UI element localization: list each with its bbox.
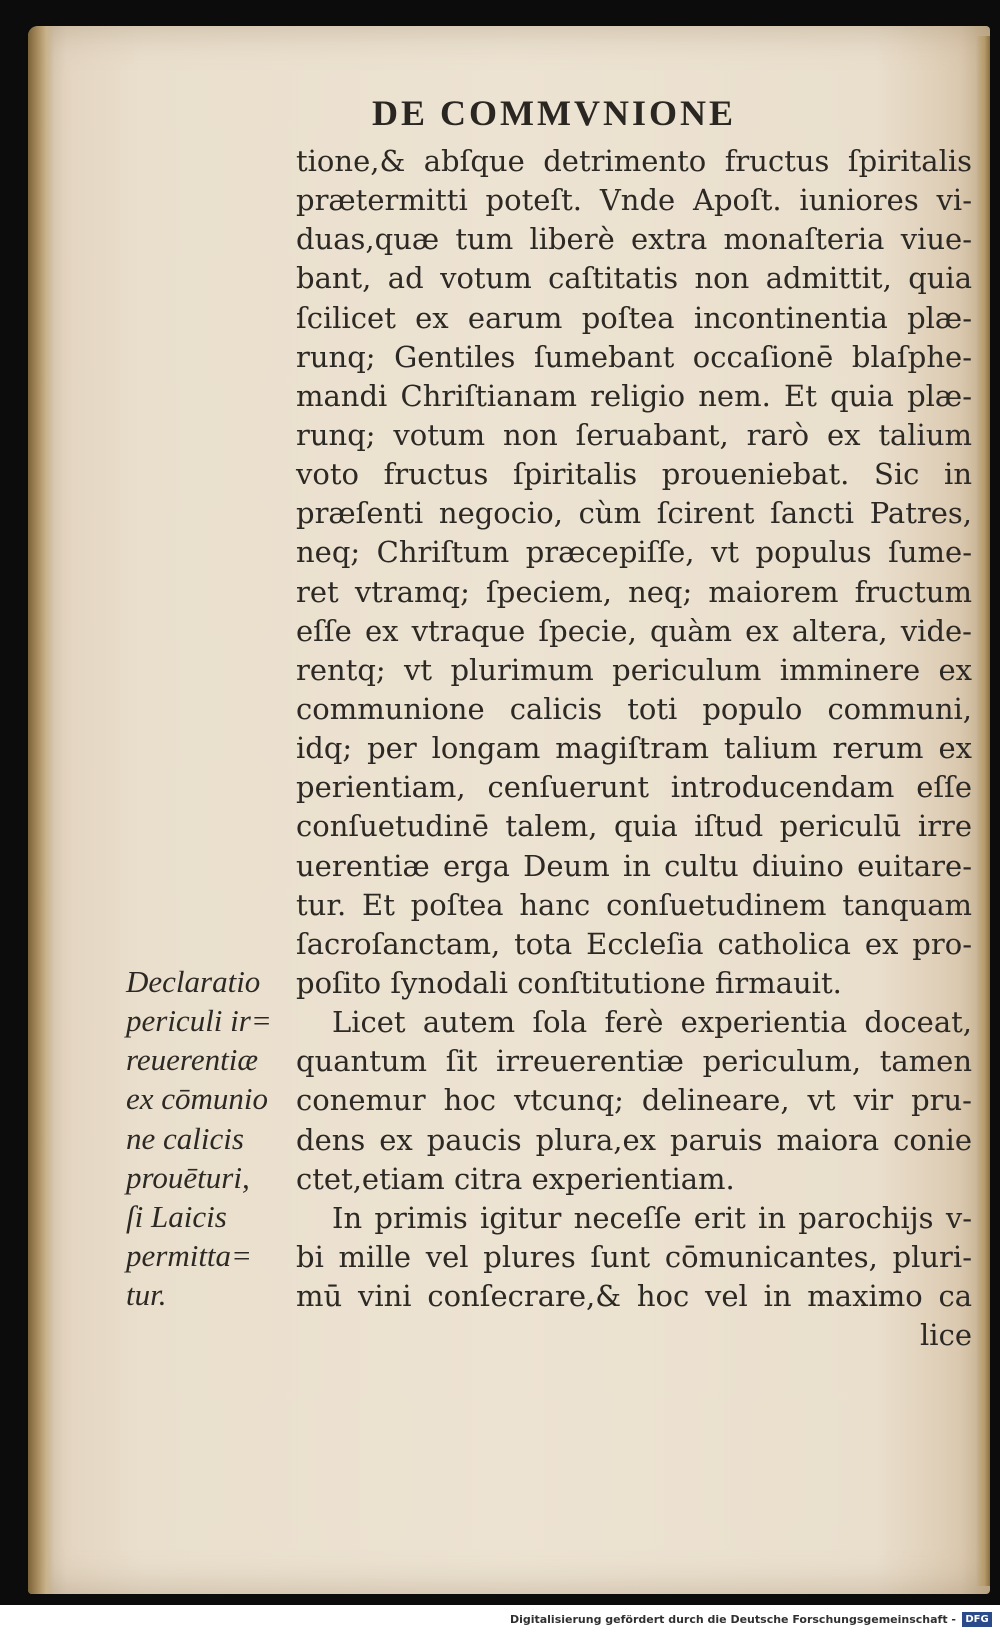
body-line: runq; votum non ſeruabant, rarò ex talium xyxy=(296,417,972,452)
body-line: tione,& abſque detrimento fructus ſpiritalis xyxy=(296,144,972,178)
body-line: conemur hoc vtcunq; delineare, vt vir pru- xyxy=(296,1083,972,1118)
body-line: prætermitti poteſt. Vnde Apoſt. iuniores vi- xyxy=(296,183,972,218)
body-line: ctet,etiam citra experientiam. xyxy=(296,1161,735,1196)
marginal-note-line: ex cōmunio xyxy=(126,1081,269,1117)
body-line: neq; Chriſtum præcepiſſe, vt populus ſume- xyxy=(296,535,972,570)
body-line: idq; per longam magiſtram talium rerum ex xyxy=(296,731,972,766)
marginal-note-line: prouēturi, xyxy=(126,1159,250,1195)
running-head: DE COMMVNIONE xyxy=(372,93,736,133)
dfg-logo: DFG xyxy=(962,1612,992,1627)
catchword: lice xyxy=(920,1318,972,1353)
body-line: runq; Gentiles ſumebant occaſionē blaſphe- xyxy=(296,339,972,374)
marginal-note-line: periculi ir= xyxy=(126,1003,272,1039)
body-text xyxy=(296,142,972,1355)
marginal-note-line: permitta= xyxy=(126,1237,252,1273)
body-line: duas,quæ tum liberè extra monaſteria viue- xyxy=(296,222,972,257)
body-line: bi mille vel plures ſunt cōmunicantes, pluri- xyxy=(296,1239,972,1274)
body-line: tur. Et poſtea hanc conſuetudinem tanquam xyxy=(296,887,972,922)
page-gutter-edge xyxy=(28,26,54,1594)
body-line: quantum ſit irreuerentiæ periculum, tamen xyxy=(296,1044,972,1079)
marginal-note-line: reuerentiæ xyxy=(126,1042,259,1078)
body-line: ret vtramq; ſpeciem, neq; maiorem fructum xyxy=(296,574,972,609)
body-line: conſuetudinē talem, quia iſtud periculū irre xyxy=(296,809,972,844)
body-line: perientiam, cenſuerunt introducendam eſſe xyxy=(296,770,972,805)
body-line: eſſe ex vtraque ſpecie, quàm ex altera, vide- xyxy=(296,613,972,648)
footer-bar xyxy=(0,1605,1000,1636)
body-line: communione calicis toti populo communi, xyxy=(296,691,972,726)
body-line: mū vini conſecrare,& hoc vel in maximo ca xyxy=(296,1279,972,1314)
marginal-note xyxy=(126,962,296,1314)
body-line: voto fructus ſpiritalis proueniebat. Sic in xyxy=(296,457,972,492)
marginal-note-line: Declaratio xyxy=(126,964,261,999)
body-line: Licet autem ſola ferè experientia doceat, xyxy=(332,1005,972,1040)
body-line: In primis igitur neceſſe erit in parochijs v- xyxy=(332,1200,972,1235)
marginal-note-line: ſi Laicis xyxy=(126,1198,227,1234)
body-line: poſito ſynodali conſtitutione firmauit. xyxy=(296,965,842,1000)
body-line: rentq; vt plurimum periculum imminere ex xyxy=(296,652,972,687)
marginal-note-line: ne calicis xyxy=(126,1120,244,1156)
body-line: ſcilicet ex earum poſtea incontinentia plæ- xyxy=(296,300,972,335)
body-line: bant, ad votum caſtitatis non admittit, quia xyxy=(296,261,972,296)
marginal-note-line: tur. xyxy=(126,1277,167,1313)
book-page xyxy=(28,26,990,1594)
body-line: dens ex paucis plura,ex paruis maiora conie xyxy=(296,1122,972,1157)
body-line: mandi Chriſtianam religio nem. Et quia plæ- xyxy=(296,378,972,413)
body-line: uerentiæ erga Deum in cultu diuino euitare- xyxy=(296,848,972,883)
body-line: ſacroſanctam, tota Eccleſia catholica ex pro- xyxy=(296,926,972,961)
body-line: præſenti negocio, cùm ſcirent ſancti Patres, xyxy=(296,496,972,531)
page-right-edge xyxy=(976,36,990,1586)
funding-credit: Digitalisierung gefördert durch die Deutsche Forschungsgemeinschaft - xyxy=(509,1613,956,1626)
